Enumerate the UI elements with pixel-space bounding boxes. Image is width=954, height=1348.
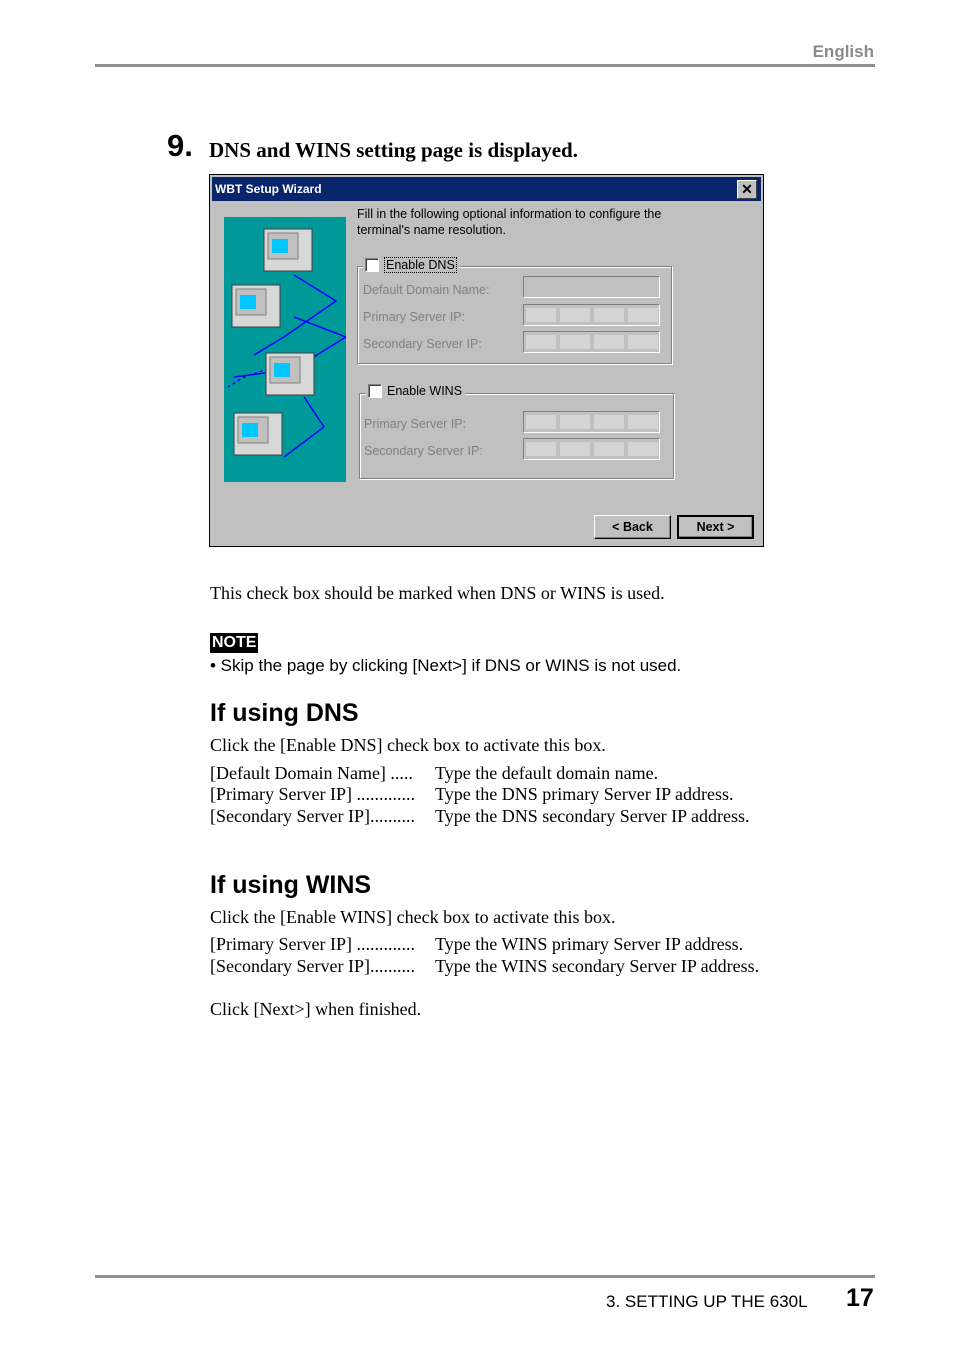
- enable-wins-label: Enable WINS: [387, 384, 463, 398]
- wins-groupbox: [359, 393, 674, 479]
- note-text: • Skip the page by clicking [Next>] if DNS or WINS is not used.: [210, 656, 682, 675]
- page-number: 17: [846, 1284, 874, 1312]
- back-button[interactable]: < Back: [594, 515, 671, 539]
- wins-primary-label: Primary Server IP:: [364, 417, 467, 431]
- checkbox-box[interactable]: [365, 258, 379, 272]
- wins-intro: Click the [Enable WINS] check box to activate this box.: [210, 907, 616, 927]
- finish-text: Click [Next>] when finished.: [210, 999, 422, 1019]
- checkbox-note: This check box should be marked when DNS or WINS is used.: [210, 583, 665, 603]
- close-icon[interactable]: ✕: [737, 180, 757, 199]
- note-badge: NOTE: [212, 634, 257, 651]
- footer-section: 3. SETTING UP THE 630L: [606, 1292, 808, 1311]
- row-value: Type the DNS primary Server IP address.: [435, 784, 734, 804]
- dns-row: [210, 763, 810, 785]
- footer-rule: [95, 1275, 875, 1278]
- dns-heading: If using DNS: [210, 699, 359, 727]
- default-domain-field[interactable]: [523, 276, 660, 298]
- wins-secondary-label: Secondary Server IP:: [364, 444, 483, 458]
- row-value: Type the WINS primary Server IP address.: [435, 934, 744, 954]
- enable-wins-checkbox[interactable]: [366, 384, 465, 398]
- computer-icon: [266, 353, 314, 395]
- dns-primary-ip-field[interactable]: [523, 304, 660, 326]
- wins-secondary-ip-field[interactable]: [523, 438, 660, 460]
- wins-primary-ip-field[interactable]: [523, 411, 660, 433]
- row-key: [Primary Server IP] .............: [210, 934, 415, 954]
- row-value: Type the default domain name.: [435, 763, 659, 783]
- dns-row: [210, 806, 810, 828]
- network-illustration: [224, 217, 346, 482]
- row-key: [Default Domain Name] .....: [210, 763, 413, 783]
- row-value: Type the DNS secondary Server IP address.: [435, 806, 750, 826]
- dialog-title: WBT Setup Wizard: [215, 182, 322, 196]
- dialog-titlebar: [212, 177, 761, 201]
- step-number: 9.: [167, 128, 193, 163]
- row-key: [Secondary Server IP]..........: [210, 806, 415, 826]
- dns-primary-label: Primary Server IP:: [363, 310, 466, 324]
- row-key: [Secondary Server IP]..........: [210, 956, 415, 976]
- step-title: DNS and WINS setting page is displayed.: [209, 138, 578, 162]
- dialog-intro-text: Fill in the following optional information to configure the terminal's name resolution.: [357, 207, 662, 237]
- wins-row: [210, 956, 810, 978]
- dns-secondary-ip-field[interactable]: [523, 331, 660, 353]
- dns-row: [210, 784, 810, 806]
- dns-intro: Click the [Enable DNS] check box to activate this box.: [210, 735, 606, 755]
- header-rule: [95, 64, 875, 67]
- wizard-dialog-screenshot: [209, 174, 764, 547]
- computer-icon: [232, 285, 280, 327]
- checkbox-box[interactable]: [368, 384, 382, 398]
- default-domain-label: Default Domain Name:: [363, 283, 490, 297]
- dns-secondary-label: Secondary Server IP:: [363, 337, 482, 351]
- computer-icon: [264, 229, 312, 271]
- next-button[interactable]: Next >: [677, 515, 754, 539]
- wins-heading: If using WINS: [210, 871, 372, 899]
- header-language: English: [812, 42, 874, 61]
- row-key: [Primary Server IP] .............: [210, 784, 415, 804]
- wins-row: [210, 934, 810, 956]
- enable-dns-label: Enable DNS: [386, 258, 455, 272]
- enable-dns-checkbox[interactable]: [363, 257, 460, 273]
- computer-icon: [234, 413, 282, 455]
- row-value: Type the WINS secondary Server IP address.: [435, 956, 760, 976]
